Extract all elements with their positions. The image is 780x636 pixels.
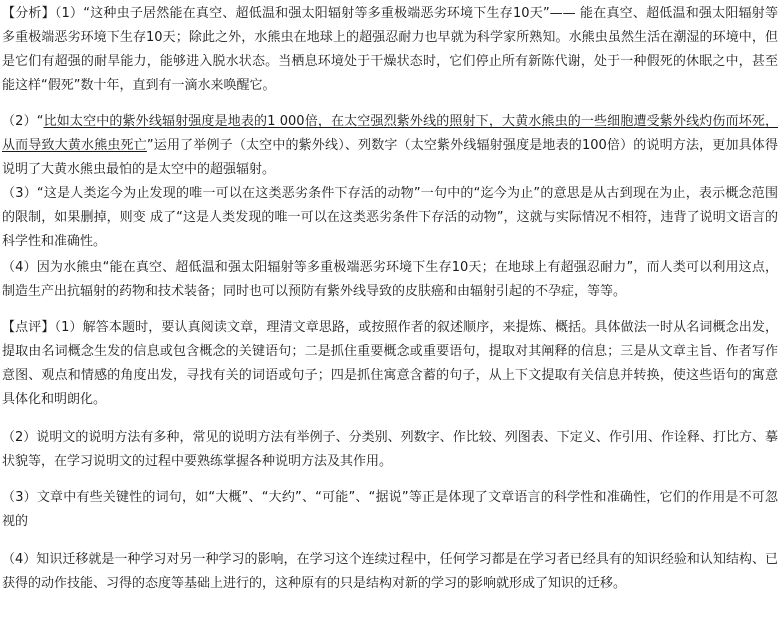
comment-paragraph-4: （4）知识迁移就是一种学习对另一种学习的影响，在学习这个连续过程中，任何学习都是在学习者已经具有的知识经验和认知结构、已获得的动作技能、习得的态度等基础上进行的，这种原有的只是结构对新的学习的影响就形成了知识的迁移。 — [2, 552, 778, 591]
analysis-paragraph-2 — [2, 110, 778, 182]
analysis-paragraph-1: 【分析】（1）“这种虫子居然能在真空、超低温和强太阳辐射等多重极端恶劣环境下生存10天”—— 能在真空、超低温和强太阳辐射等多重极端恶劣环境下生存10天；除此之外，水熊虫在地球上的超强忍耐力也早就为科学家所熟知。水熊虫虽然生活在潮湿的环境中，但是它们有超强的耐旱能力，能够进入脱水状态。当栖息环境处于干燥状态时，它们停止所有新陈代谢，处于一种假死的休眠之中，甚至能这样“假死”数十年，直到有一滴水来唤醒它。 — [2, 6, 778, 93]
comment-paragraph-3: （3）文章中有些关键性的词句，如“大概”、“大约”、“可能”、“据说”等正是体现了文章语言的科学性和准确性，它们的作用是不可忽视的 — [2, 490, 778, 529]
comment-paragraph-1: 【点评】（1）解答本题时，要认真阅读文章，理清文章思路，或按照作者的叙述顺序，来提炼、概括。具体做法一时从名词概念出发，提取由名词概念生发的信息或包含概念的关键语句；二是抓住重要概念或重要语句，提取对其阐释的信息；三是从文章主旨、作者写作意图、观点和情感的角度出发，寻找有关的词语或句子；四是抓住寓意含蓄的句子，从上下文提取有关信息并转换，使这些语句的寓意具体化和明朗化。 — [2, 320, 778, 407]
analysis-paragraph-4: （4）因为水熊虫“能在真空、超低温和强太阳辐射等多重极端恶劣环境下生存10天；在地球上有超强忍耐力”，而人类可以利用这点，制造生产出抗辐射的药物和技术装备；同时也可以预防有紫外线导致的皮肤癌和由辐射引起的不孕症，等等。 — [2, 260, 778, 299]
analysis-paragraph-2-prefix: （2）“ — [2, 114, 44, 129]
analysis-paragraph-2-suffix: ”运用了举例子（太空中的紫外线）、列数字（太空紫外线辐射强度是地表的100倍）的说明方法，更加具体得说明了大黄水熊虫最怕的是太空中的超强辐射。 — [2, 138, 778, 177]
underlined-quote: 比如太空中的紫外线辐射强度是地表的1 000倍，在太空强烈紫外线的照射下，大黄水熊虫的一些细胞遭受紫外线灼伤而坏死，从而导致大黄水熊虫死亡 — [2, 114, 778, 153]
analysis-paragraph-3: （3）“这是人类迄今为止发现的唯一可以在这类恶劣条件下存活的动物”一句中的“迄今为止”的意思是从古到现在为止，表示概念范围的限制，如果删掉，则变 成了“这是人类发现的唯一可以在这类恶劣条件下存活的动物”，这就与实际情况不相符，违背了说明文语言的科学性和准确性。 — [2, 186, 778, 249]
comment-paragraph-2: （2）说明文的说明方法有多种，常见的说明方法有举例子、分类别、列数字、作比较、列图表、下定义、作引用、作诠释、打比方、摹状貌等，在学习说明文的过程中要熟练掌握各种说明方法及其作用。 — [2, 430, 778, 469]
